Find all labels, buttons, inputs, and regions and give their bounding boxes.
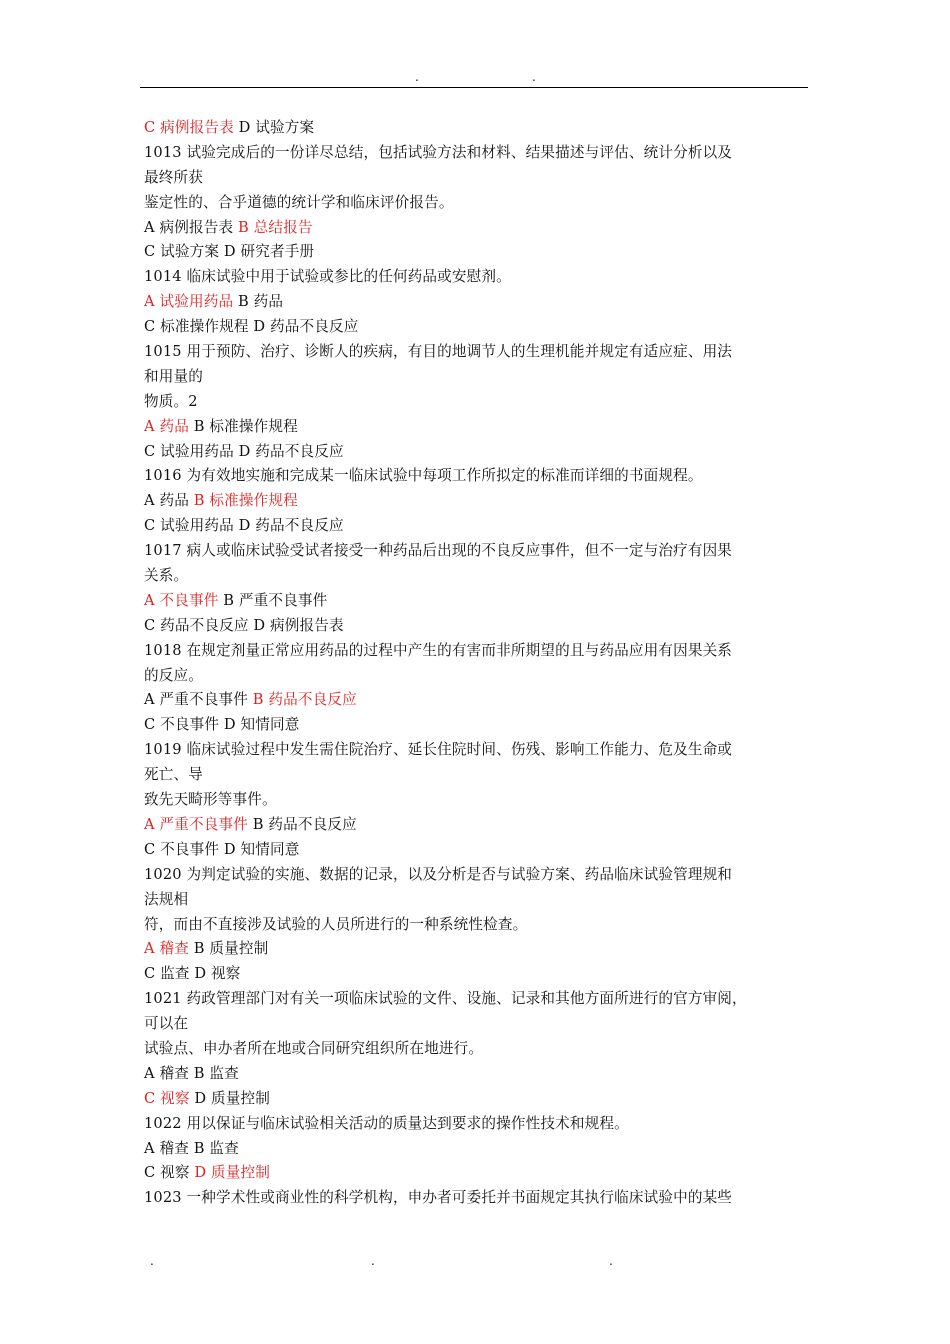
header-mark: . — [415, 70, 419, 84]
text-segment: C 不良事件 D 知情同意 — [144, 716, 300, 734]
answer-highlight: A 试验用药品 — [144, 293, 234, 311]
text-line — [144, 589, 812, 614]
text-line — [144, 1087, 812, 1112]
text-line — [144, 141, 812, 166]
answer-highlight: B 标准操作规程 — [193, 492, 298, 510]
answer-highlight: A 不良事件 — [144, 591, 219, 609]
text-segment: 试验点、申办者所在地或合同研究组织所在地进行。 — [144, 1039, 484, 1057]
page-header — [140, 70, 808, 86]
text-line — [144, 365, 812, 390]
text-segment: B 药品 — [233, 293, 284, 311]
text-segment: D 质量控制 — [189, 1089, 270, 1107]
text-line — [144, 489, 812, 514]
text-line — [144, 863, 812, 888]
text-segment: 1022 用以保证与临床试验相关活动的质量达到要求的操作性技术和规程。 — [144, 1114, 629, 1132]
text-segment: 鉴定性的、合乎道德的统计学和临床评价报告。 — [144, 193, 454, 211]
text-line — [144, 1112, 812, 1137]
text-line — [144, 1037, 812, 1062]
text-segment: B 严重不良事件 — [218, 591, 328, 609]
text-line — [144, 639, 812, 664]
text-segment: B 药品不良反应 — [247, 815, 357, 833]
text-segment: 的反应。 — [144, 666, 203, 684]
text-line — [144, 713, 812, 738]
text-segment: 1019 临床试验过程中发生需住院治疗、延长住院时间、伤残、影响工作能力、危及生命或 — [144, 741, 733, 759]
text-line — [144, 813, 812, 838]
text-segment: C 监查 D 视察 — [144, 965, 241, 983]
text-segment: C 试验用药品 D 药品不良反应 — [144, 442, 344, 460]
text-line — [144, 1062, 812, 1087]
text-segment: 1014 临床试验中用于试验或参比的任何药品或安慰剂。 — [144, 268, 511, 286]
text-line — [144, 539, 812, 564]
text-segment: 1021 药政管理部门对有关一项临床试验的文件、设施、记录和其他方面所进行的官方审阅， — [144, 990, 747, 1008]
text-segment: 1023 一种学术性或商业性的科学机构，申办者可委托并书面规定其执行临床试验中的某些 — [144, 1189, 733, 1207]
answer-highlight: A 药品 — [144, 417, 189, 435]
text-line — [144, 913, 812, 938]
text-segment: C 试验方案 D 研究者手册 — [144, 243, 315, 261]
text-line — [144, 987, 812, 1012]
text-segment: 可以在 — [144, 1015, 189, 1033]
text-segment: 1017 病人或临床试验受试者接受一种药品后出现的不良反应事件，但不一定与治疗有因果 — [144, 542, 733, 560]
text-segment: A 稽查 B 监查 — [144, 1064, 239, 1082]
text-segment: A 病例报告表 — [144, 218, 238, 236]
text-line — [144, 240, 812, 265]
text-segment: D 试验方案 — [233, 119, 315, 136]
text-line — [144, 390, 812, 415]
document-body — [144, 116, 812, 1211]
text-segment: 1013 试验完成后的一份详尽总结，包括试验方法和材料、结果描述与评估、统计分析以及 — [144, 143, 733, 161]
text-segment: C 视察 — [144, 1164, 195, 1182]
text-segment: 1016 为有效地实施和完成某一临床试验中每项工作所拟定的标准而详细的书面规程。 — [144, 467, 703, 485]
text-line — [144, 688, 812, 713]
text-line — [144, 166, 812, 191]
text-segment: 符，而由不直接涉及试验的人员所进行的一种系统性检查。 — [144, 915, 528, 933]
text-segment: 1020 为判定试验的实施、数据的记录，以及分析是否与试验方案、药品临床试验管理规和 — [144, 865, 733, 883]
text-segment: 死亡、导 — [144, 766, 203, 784]
text-line — [144, 788, 812, 813]
text-segment: 关系。 — [144, 567, 189, 585]
footer-mark: . — [371, 1254, 375, 1268]
text-line — [144, 763, 812, 788]
text-line — [144, 514, 812, 539]
answer-highlight: D 质量控制 — [194, 1164, 271, 1182]
text-line — [144, 216, 812, 241]
text-segment: 致先天畸形等事件。 — [144, 791, 277, 809]
answer-highlight: B 药品不良反应 — [252, 691, 357, 709]
text-line — [144, 1186, 812, 1211]
text-segment: C 不良事件 D 知情同意 — [144, 840, 300, 858]
text-line — [144, 290, 812, 315]
text-line — [144, 1161, 812, 1186]
text-line — [144, 464, 812, 489]
footer-mark: . — [150, 1254, 154, 1268]
text-segment: C 药品不良反应 D 病例报告表 — [144, 616, 344, 634]
text-line — [144, 564, 812, 589]
text-line — [144, 340, 812, 365]
text-line — [144, 265, 812, 290]
text-segment: B 质量控制 — [188, 940, 269, 958]
text-segment: 1015 用于预防、治疗、诊断人的疾病，有目的地调节人的生理机能并规定有适应症、用法 — [144, 343, 733, 361]
text-line — [144, 191, 812, 216]
answer-highlight: C 视察 — [144, 1089, 190, 1107]
text-segment: 物质。2 — [144, 392, 198, 410]
header-rule — [140, 87, 808, 88]
text-segment: 1018 在规定剂量正常应用药品的过程中产生的有害而非所期望的且与药品应用有因果关系 — [144, 641, 733, 659]
text-segment: A 严重不良事件 — [144, 691, 253, 709]
text-line — [144, 614, 812, 639]
answer-highlight: A 严重不良事件 — [144, 815, 248, 833]
text-segment: C 标准操作规程 D 药品不良反应 — [144, 318, 359, 336]
text-segment: 法规相 — [144, 890, 189, 908]
text-line — [144, 1137, 812, 1162]
text-line — [144, 664, 812, 689]
answer-highlight: C 病例报告表 — [144, 119, 234, 136]
text-line — [144, 838, 812, 863]
text-line — [144, 440, 812, 465]
answer-highlight: A 稽查 — [144, 940, 189, 958]
header-mark: . — [532, 70, 536, 84]
text-segment: B 标准操作规程 — [188, 417, 298, 435]
text-line — [144, 937, 812, 962]
text-line — [144, 888, 812, 913]
text-segment: 和用量的 — [144, 367, 203, 385]
answer-highlight: B 总结报告 — [238, 218, 313, 236]
text-line — [144, 415, 812, 440]
text-segment: A 稽查 B 监查 — [144, 1139, 239, 1157]
text-segment: A 药品 — [144, 492, 194, 510]
text-line — [144, 315, 812, 340]
text-segment: C 试验用药品 D 药品不良反应 — [144, 517, 344, 535]
text-line — [144, 1012, 812, 1037]
text-line — [144, 116, 812, 141]
page-footer — [140, 1254, 808, 1270]
text-line — [144, 738, 812, 763]
footer-mark: . — [609, 1254, 613, 1268]
text-segment: 最终所获 — [144, 168, 203, 186]
text-line — [144, 962, 812, 987]
